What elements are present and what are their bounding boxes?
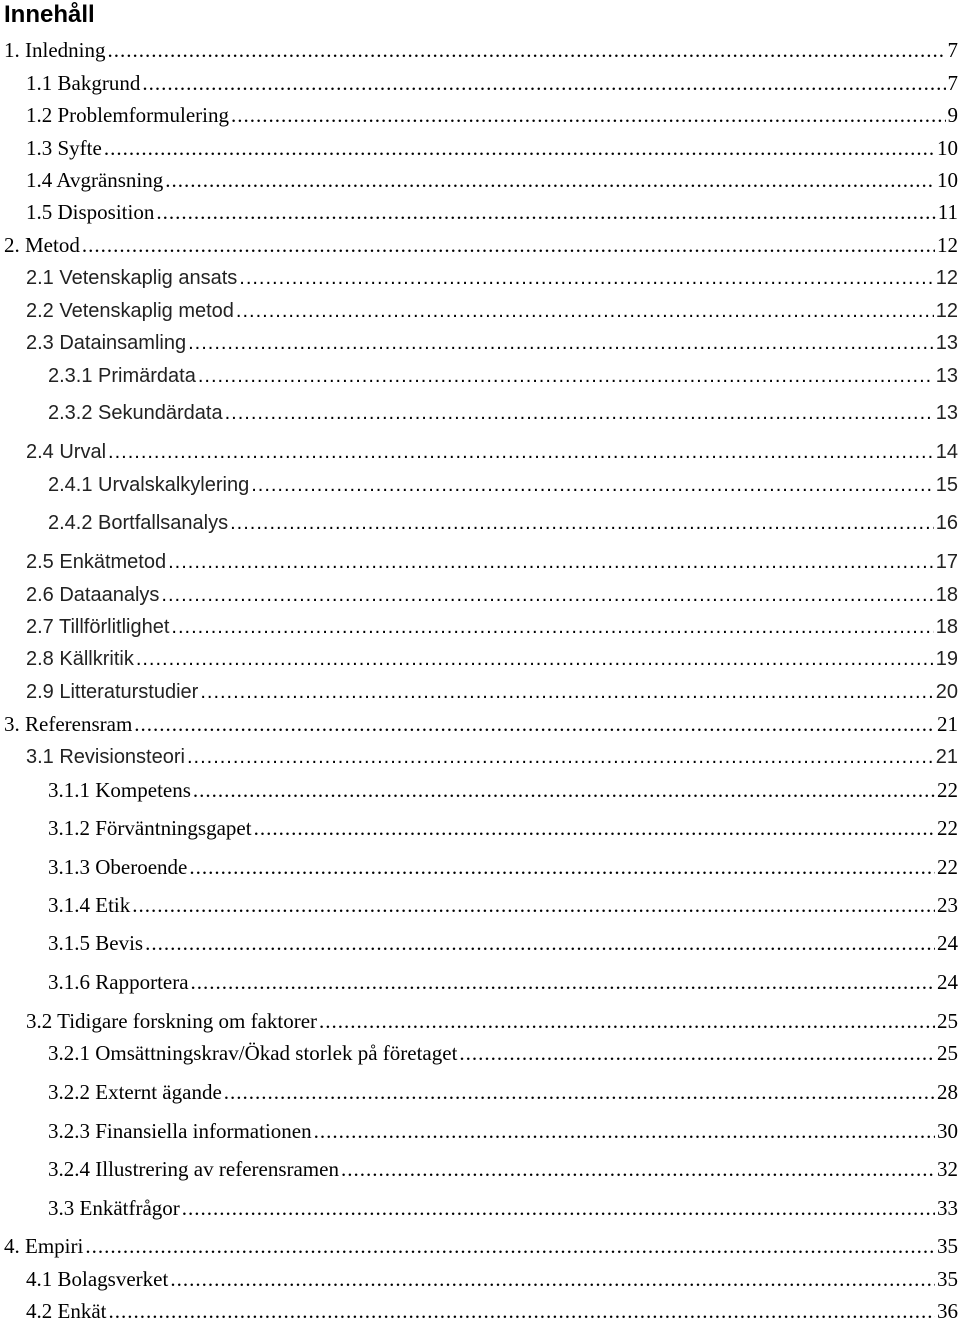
toc-entry-title: 2.8 Källkritik bbox=[26, 645, 134, 673]
toc-entry-title: 3.1.4 Etik bbox=[48, 891, 130, 919]
toc-entry-page-number: 12 bbox=[937, 231, 960, 259]
toc-entry-page-number: 18 bbox=[936, 613, 960, 641]
toc-entry-title: 3.1 Revisionsteori bbox=[26, 743, 185, 771]
toc-dot-leader bbox=[191, 968, 935, 996]
toc-entry-page-number: 9 bbox=[948, 101, 960, 129]
toc-dot-leader bbox=[107, 36, 945, 64]
toc-entry-title: 2.3.1 Primärdata bbox=[48, 362, 196, 390]
toc-entry[interactable] bbox=[48, 968, 960, 996]
toc-entry-title: 2.9 Litteraturstudier bbox=[26, 678, 198, 706]
toc-entry[interactable] bbox=[48, 399, 960, 427]
toc-entry[interactable] bbox=[4, 710, 960, 738]
toc-heading: Innehåll bbox=[4, 0, 95, 30]
toc-entry[interactable] bbox=[48, 891, 960, 919]
toc-entry-title: 3.2.2 Externt ägande bbox=[48, 1078, 222, 1106]
toc-entry-page-number: 11 bbox=[938, 198, 960, 226]
toc-entry-page-number: 7 bbox=[948, 69, 960, 97]
toc-entry-page-number: 22 bbox=[937, 853, 960, 881]
toc-entry-page-number: 7 bbox=[948, 36, 960, 64]
toc-entry-page-number: 22 bbox=[937, 814, 960, 842]
toc-entry-title: 4.2 Enkät bbox=[26, 1297, 106, 1325]
toc-dot-leader bbox=[231, 101, 946, 129]
toc-entry-title: 3.1.2 Förväntningsgapet bbox=[48, 814, 252, 842]
toc-entry-title: 2.6 Dataanalys bbox=[26, 581, 159, 609]
toc-entry-title: 3.3 Enkätfrågor bbox=[48, 1194, 180, 1222]
toc-entry[interactable] bbox=[26, 134, 960, 162]
toc-dot-leader bbox=[161, 581, 933, 609]
toc-entry[interactable] bbox=[26, 438, 960, 466]
toc-entry[interactable] bbox=[26, 743, 960, 771]
toc-dot-leader bbox=[459, 1039, 935, 1067]
toc-entry-title: 1.3 Syfte bbox=[26, 134, 102, 162]
toc-dot-leader bbox=[188, 329, 934, 357]
toc-entry-page-number: 21 bbox=[937, 710, 960, 738]
toc-entry-page-number: 13 bbox=[936, 362, 960, 390]
toc-entry-page-number: 12 bbox=[936, 297, 960, 325]
toc-entry[interactable] bbox=[26, 645, 960, 673]
toc-entry[interactable] bbox=[26, 264, 960, 292]
toc-entry-page-number: 13 bbox=[936, 329, 960, 357]
toc-dot-leader bbox=[82, 231, 935, 259]
toc-entry-page-number: 17 bbox=[936, 548, 960, 576]
toc-dot-leader bbox=[341, 1155, 935, 1183]
toc-entry-page-number: 14 bbox=[936, 438, 960, 466]
toc-entry[interactable] bbox=[48, 1078, 960, 1106]
toc-dot-leader bbox=[193, 776, 935, 804]
toc-entry-title: 1.4 Avgränsning bbox=[26, 166, 163, 194]
toc-dot-leader bbox=[170, 1265, 935, 1293]
toc-entry[interactable] bbox=[48, 853, 960, 881]
toc-entry[interactable] bbox=[4, 231, 960, 259]
toc-entry-title: 2.4.1 Urvalskalkylering bbox=[48, 471, 249, 499]
toc-dot-leader bbox=[145, 929, 935, 957]
toc-dot-leader bbox=[200, 678, 933, 706]
toc-entry-page-number: 18 bbox=[936, 581, 960, 609]
toc-dot-leader bbox=[254, 814, 935, 842]
toc-entry-title: 2.1 Vetenskaplig ansats bbox=[26, 264, 237, 292]
toc-dot-leader bbox=[225, 399, 934, 427]
toc-entry-page-number: 25 bbox=[937, 1007, 960, 1035]
toc-entry-page-number: 15 bbox=[936, 471, 960, 499]
toc-entry[interactable] bbox=[26, 297, 960, 325]
toc-entry[interactable] bbox=[48, 1194, 960, 1222]
toc-entry-page-number: 32 bbox=[937, 1155, 960, 1183]
toc-dot-leader bbox=[104, 134, 935, 162]
toc-dot-leader bbox=[165, 166, 935, 194]
toc-entry[interactable] bbox=[26, 101, 960, 129]
toc-dot-leader bbox=[319, 1007, 935, 1035]
toc-dot-leader bbox=[85, 1232, 935, 1260]
toc-dot-leader bbox=[132, 891, 935, 919]
toc-entry[interactable] bbox=[4, 1232, 960, 1260]
toc-entry-title: 2.5 Enkätmetod bbox=[26, 548, 166, 576]
toc-entry-page-number: 23 bbox=[937, 891, 960, 919]
toc-dot-leader bbox=[136, 645, 934, 673]
toc-entry-page-number: 20 bbox=[936, 678, 960, 706]
toc-entry-title: 3.2.3 Finansiella informationen bbox=[48, 1117, 312, 1145]
toc-entry-title: 2. Metod bbox=[4, 231, 80, 259]
toc-dot-leader bbox=[189, 853, 935, 881]
toc-entry-page-number: 35 bbox=[937, 1265, 960, 1293]
toc-entry[interactable] bbox=[48, 776, 960, 804]
toc-entry-page-number: 28 bbox=[937, 1078, 960, 1106]
toc-dot-leader bbox=[168, 548, 934, 576]
toc-entry[interactable] bbox=[26, 613, 960, 641]
toc-entry[interactable] bbox=[26, 678, 960, 706]
toc-entry-title: 3.2 Tidigare forskning om faktorer bbox=[26, 1007, 317, 1035]
toc-entry-title: 1. Inledning bbox=[4, 36, 105, 64]
toc-entry-page-number: 33 bbox=[937, 1194, 960, 1222]
toc-dot-leader bbox=[198, 362, 934, 390]
toc-entry-page-number: 10 bbox=[937, 134, 960, 162]
toc-entry[interactable] bbox=[26, 548, 960, 576]
toc-entry-title: 2.4 Urval bbox=[26, 438, 106, 466]
toc-entry[interactable] bbox=[4, 36, 960, 64]
toc-entry-title: 2.7 Tillförlitlighet bbox=[26, 613, 169, 641]
toc-entry[interactable] bbox=[48, 1039, 960, 1067]
toc-entry[interactable] bbox=[48, 1155, 960, 1183]
toc-entry[interactable] bbox=[48, 929, 960, 957]
toc-dot-leader bbox=[134, 710, 935, 738]
toc-entry[interactable] bbox=[48, 814, 960, 842]
toc-entry-page-number: 24 bbox=[937, 929, 960, 957]
toc-entry-page-number: 10 bbox=[937, 166, 960, 194]
toc-entry-title: 3.1.1 Kompetens bbox=[48, 776, 191, 804]
toc-entry[interactable] bbox=[48, 509, 960, 537]
toc-entry-title: 1.5 Disposition bbox=[26, 198, 154, 226]
toc-dot-leader bbox=[187, 743, 934, 771]
toc-entry-title: 3.2.1 Omsättningskrav/Ökad storlek på företaget bbox=[48, 1039, 457, 1067]
toc-entry[interactable] bbox=[26, 1297, 960, 1325]
toc-entry-title: 3.1.3 Oberoende bbox=[48, 853, 187, 881]
toc-dot-leader bbox=[171, 613, 933, 641]
toc-entry-page-number: 25 bbox=[937, 1039, 960, 1067]
toc-entry-title: 3.2.4 Illustrering av referensramen bbox=[48, 1155, 339, 1183]
toc-entry-title: 4.1 Bolagsverket bbox=[26, 1265, 168, 1293]
toc-entry-page-number: 16 bbox=[936, 509, 960, 537]
toc-entry-title: 3.1.6 Rapportera bbox=[48, 968, 189, 996]
toc-entry-page-number: 30 bbox=[937, 1117, 960, 1145]
toc-dot-leader bbox=[108, 438, 934, 466]
toc-entry-page-number: 19 bbox=[936, 645, 960, 673]
toc-entry[interactable] bbox=[48, 362, 960, 390]
toc-entry[interactable] bbox=[26, 69, 960, 97]
toc-entry-title: 2.4.2 Bortfallsanalys bbox=[48, 509, 228, 537]
toc-entry-page-number: 22 bbox=[937, 776, 960, 804]
toc-dot-leader bbox=[236, 297, 934, 325]
toc-dot-leader bbox=[182, 1194, 935, 1222]
toc-entry-title: 2.2 Vetenskaplig metod bbox=[26, 297, 234, 325]
toc-entry[interactable] bbox=[48, 471, 960, 499]
toc-entry-page-number: 13 bbox=[936, 399, 960, 427]
toc-entry-title: 2.3 Datainsamling bbox=[26, 329, 186, 357]
toc-entry[interactable] bbox=[26, 1007, 960, 1035]
toc-entry[interactable] bbox=[26, 198, 960, 226]
toc-entry[interactable] bbox=[26, 329, 960, 357]
toc-entry-title: 4. Empiri bbox=[4, 1232, 83, 1260]
toc-entry[interactable] bbox=[26, 166, 960, 194]
toc-entry-title: 3. Referensram bbox=[4, 710, 132, 738]
toc-entry-title: 1.2 Problemformulering bbox=[26, 101, 229, 129]
toc-entry-page-number: 36 bbox=[937, 1297, 960, 1325]
toc-entry-page-number: 35 bbox=[937, 1232, 960, 1260]
toc-dot-leader bbox=[230, 509, 934, 537]
toc-entry[interactable] bbox=[26, 1265, 960, 1293]
toc-entry-title: 3.1.5 Bevis bbox=[48, 929, 143, 957]
toc-entry-title: 1.1 Bakgrund bbox=[26, 69, 140, 97]
toc-dot-leader bbox=[239, 264, 933, 292]
toc-entry-page-number: 21 bbox=[936, 743, 960, 771]
toc-dot-leader bbox=[224, 1078, 935, 1106]
toc-dot-leader bbox=[142, 69, 945, 97]
toc-entry-page-number: 24 bbox=[937, 968, 960, 996]
toc-dot-leader bbox=[314, 1117, 935, 1145]
toc-entry-page-number: 12 bbox=[936, 264, 960, 292]
toc-entry[interactable] bbox=[48, 1117, 960, 1145]
toc-dot-leader bbox=[156, 198, 935, 226]
toc-entry-title: 2.3.2 Sekundärdata bbox=[48, 399, 223, 427]
toc-dot-leader bbox=[251, 471, 934, 499]
toc-entry[interactable] bbox=[26, 581, 960, 609]
toc-dot-leader bbox=[108, 1297, 935, 1325]
